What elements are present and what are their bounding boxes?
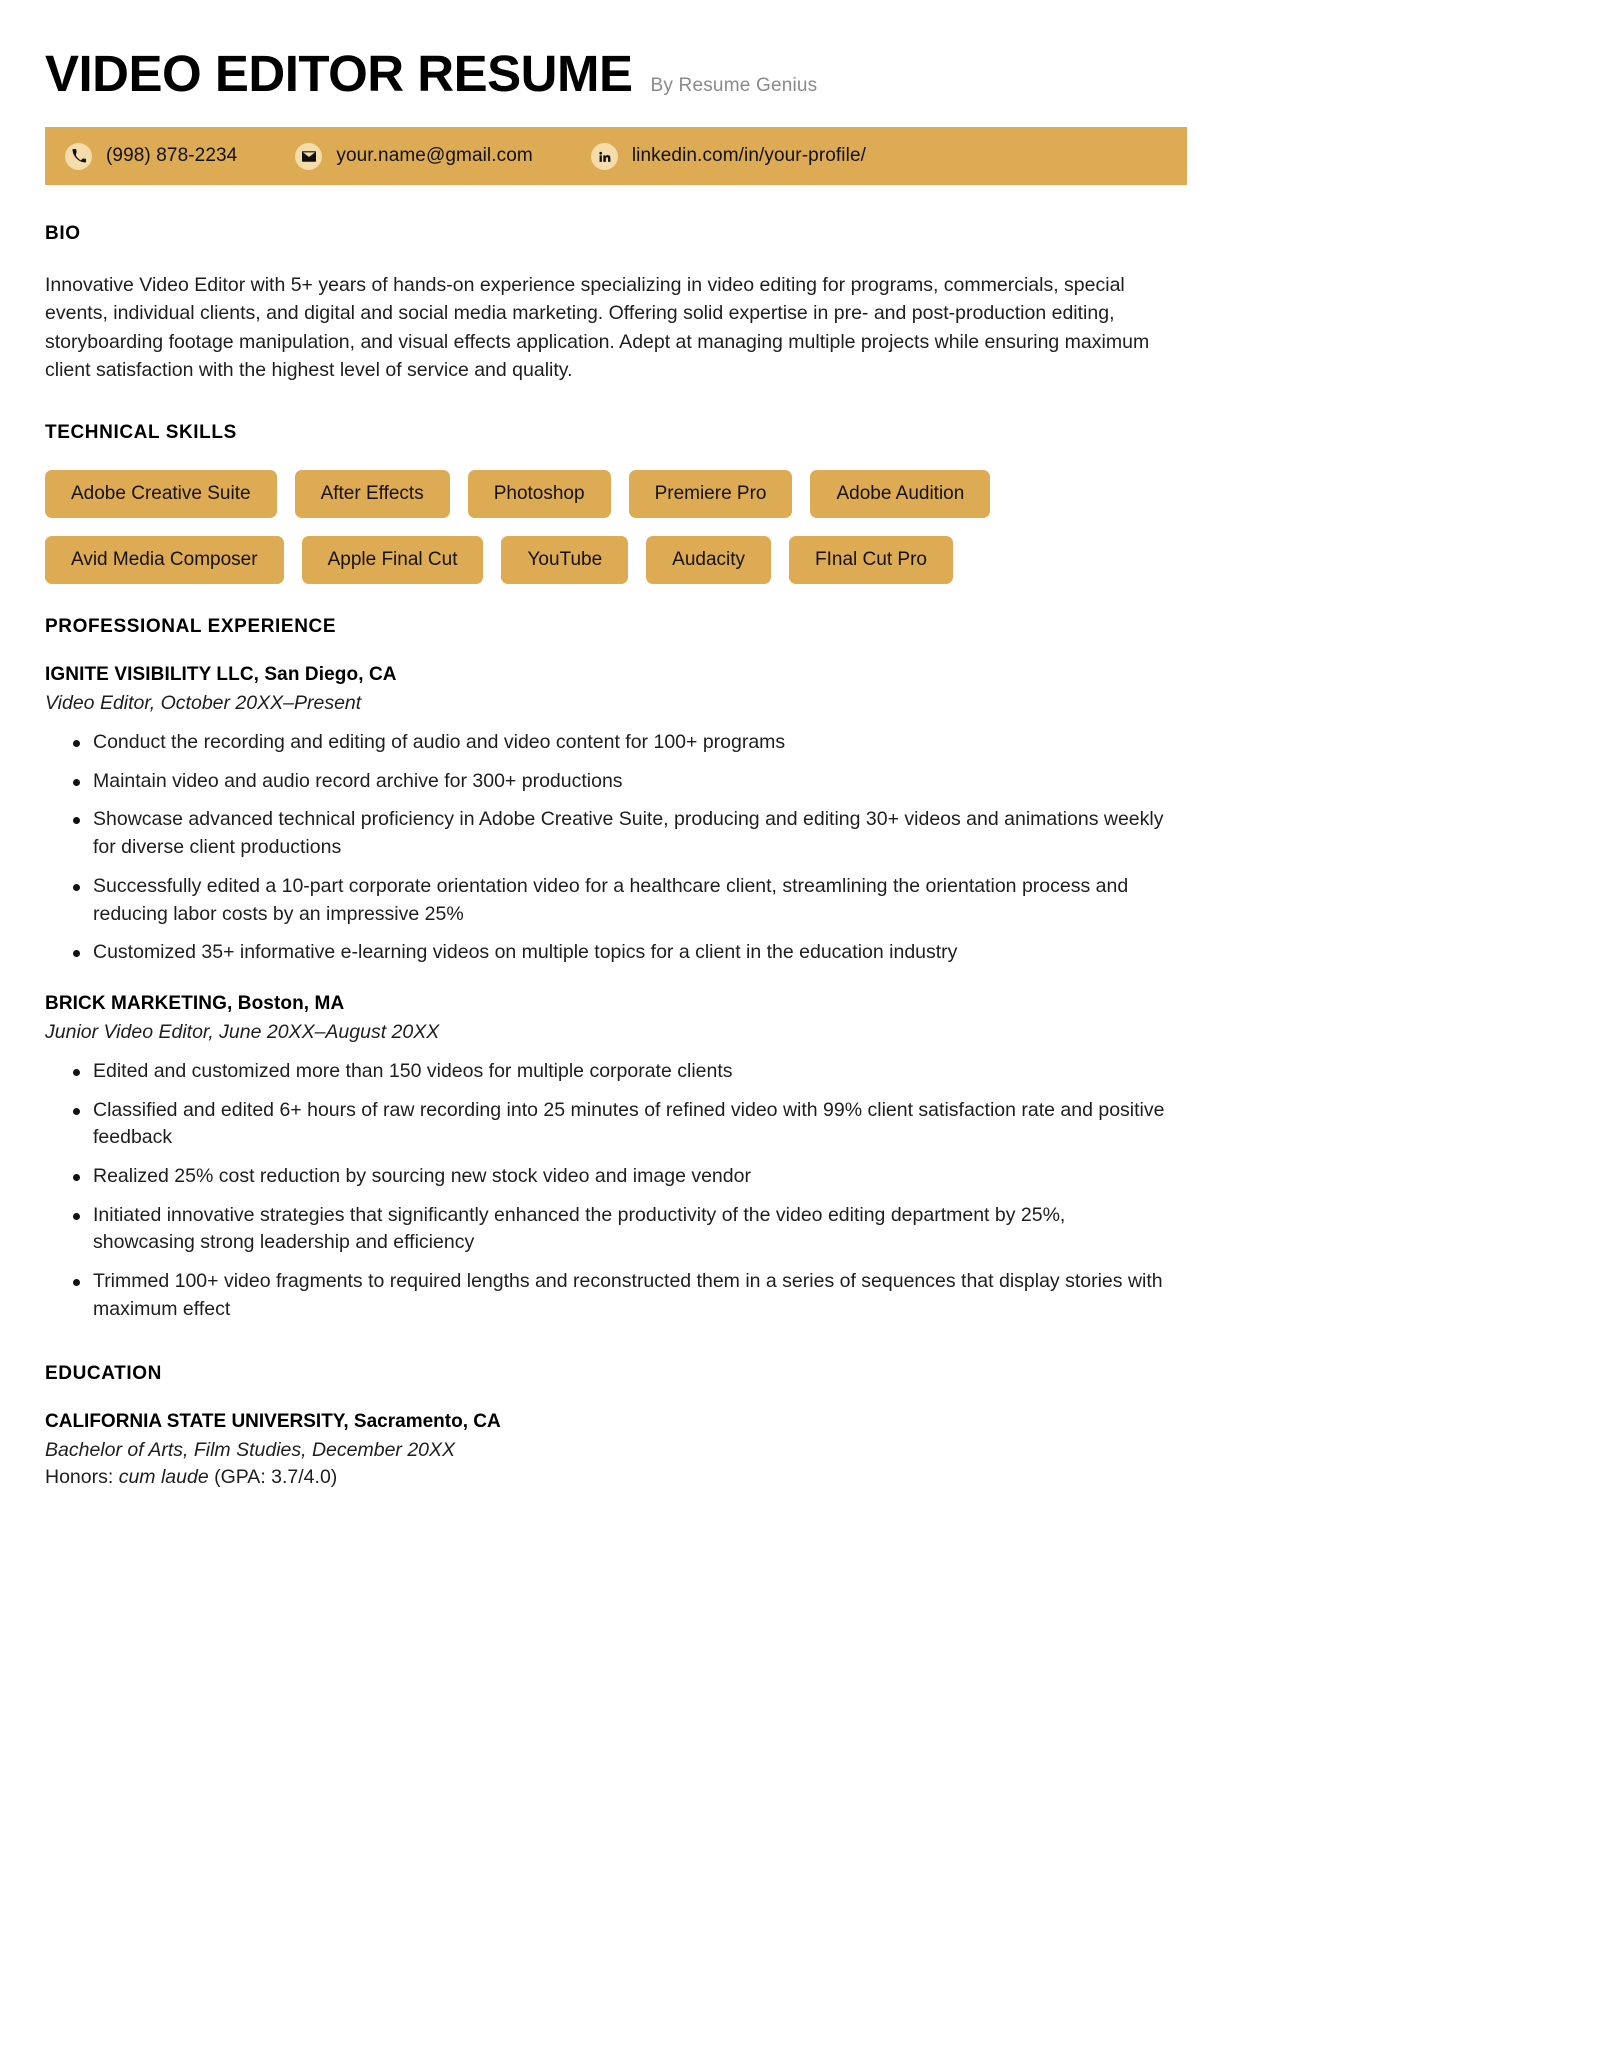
- job-role: Video Editor, October 20XX–Present: [45, 692, 362, 715]
- skill-tag: Photoshop: [468, 470, 611, 518]
- skill-tag: FInal Cut Pro: [789, 536, 953, 584]
- phone-icon: [65, 143, 92, 170]
- education-honors: [45, 1466, 1187, 1489]
- contact-linkedin[interactable]: [591, 143, 866, 170]
- job-company: BRICK MARKETING, Boston, MA: [45, 992, 345, 1014]
- education-section: [0, 1363, 1232, 1489]
- skills-row: [45, 536, 1187, 584]
- skills-heading: TECHNICAL SKILLS: [45, 422, 237, 444]
- skill-tag: Adobe Creative Suite: [45, 470, 277, 518]
- contact-bar: [45, 127, 1187, 185]
- job-bullet: Successfully edited a 10-part corporate orientation video for a healthcare client, streamlining the orientation process and reducing labor costs by an impressive 25%: [45, 873, 1170, 928]
- contact-email[interactable]: [295, 143, 532, 170]
- linkedin-icon: [591, 143, 618, 170]
- email-icon: [295, 143, 322, 170]
- job-bullet: Showcase advanced technical proficiency in Adobe Creative Suite, producing and editing 30+ videos and animations weekly for diverse client productions: [45, 806, 1170, 861]
- job-company: IGNITE VISIBILITY LLC, San Diego, CA: [45, 664, 397, 686]
- bio-text: Innovative Video Editor with 5+ years of hands-on experience specializing in video editing for programs, commercials, special events, individual clients, and digital and social media marketing. Offering solid expertise in pre- and post-production editing, storyboarding footage manipulation, and visual effects application. Adept at managing multiple projects while ensuring maximum client satisfaction with the highest level of service and quality.: [45, 274, 1150, 381]
- experience-heading: PROFESSIONAL EXPERIENCE: [45, 616, 337, 638]
- job-bullet: Conduct the recording and editing of audio and video content for 100+ programs: [45, 729, 1170, 757]
- skill-tag: Adobe Audition: [810, 470, 990, 518]
- resume-header: [0, 0, 1232, 115]
- job-bullet-list: [45, 1058, 1187, 1324]
- skills-tag-list: [45, 470, 1187, 584]
- job-bullet: Realized 25% cost reduction by sourcing new stock video and image vendor: [45, 1163, 1170, 1191]
- contact-phone[interactable]: [65, 143, 237, 170]
- job-bullet: Initiated innovative strategies that significantly enhanced the productivity of the video editing department by 25%, showcasing strong leadership and efficiency: [45, 1202, 1170, 1257]
- contact-email-text: your.name@gmail.com: [336, 145, 533, 166]
- job-bullet: Trimmed 100+ video fragments to required lengths and reconstructed them in a series of sequences that display stories with maximum effect: [45, 1268, 1170, 1323]
- job-bullet: Maintain video and audio record archive for 300+ productions: [45, 768, 1170, 796]
- job-bullet: Edited and customized more than 150 videos for multiple corporate clients: [45, 1058, 1170, 1086]
- contact-phone-text: (998) 878-2234: [106, 145, 238, 166]
- education-entry: [45, 1411, 1187, 1489]
- education-honors-rest: (GPA: 3.7/4.0): [208, 1466, 338, 1489]
- skill-tag: YouTube: [501, 536, 628, 584]
- education-degree: Bachelor of Arts, Film Studies, December 20XX: [45, 1439, 456, 1462]
- education-honors-italic: cum laude: [118, 1466, 209, 1489]
- experience-section: [0, 616, 1232, 1323]
- job-bullet: Customized 35+ informative e-learning videos on multiple topics for a client in the education industry: [45, 939, 1170, 967]
- skills-section: [0, 422, 1232, 584]
- bio-heading: BIO: [45, 223, 81, 244]
- skill-tag: Audacity: [646, 536, 771, 584]
- education-honors-label: Honors:: [45, 1466, 119, 1489]
- job-bullet: Classified and edited 6+ hours of raw recording into 25 minutes of refined video with 99% client satisfaction rate and positive feedback: [45, 1097, 1170, 1152]
- byline: By Resume Genius: [650, 75, 818, 96]
- education-heading: EDUCATION: [45, 1363, 162, 1385]
- skill-tag: Premiere Pro: [629, 470, 793, 518]
- skill-tag: Apple Final Cut: [302, 536, 484, 584]
- skill-tag: Avid Media Composer: [45, 536, 284, 584]
- experience-job: [45, 664, 1187, 967]
- job-bullet-list: [45, 729, 1187, 967]
- page-title: VIDEO EDITOR RESUME: [45, 45, 633, 102]
- experience-job: [45, 993, 1187, 1324]
- skills-row: [45, 470, 1187, 518]
- contact-linkedin-text: linkedin.com/in/your-profile/: [631, 145, 866, 166]
- bio-section: [0, 223, 1232, 384]
- skill-tag: After Effects: [295, 470, 450, 518]
- job-role: Junior Video Editor, June 20XX–August 20XX: [45, 1020, 440, 1043]
- education-school: CALIFORNIA STATE UNIVERSITY, Sacramento, CA: [45, 1411, 501, 1433]
